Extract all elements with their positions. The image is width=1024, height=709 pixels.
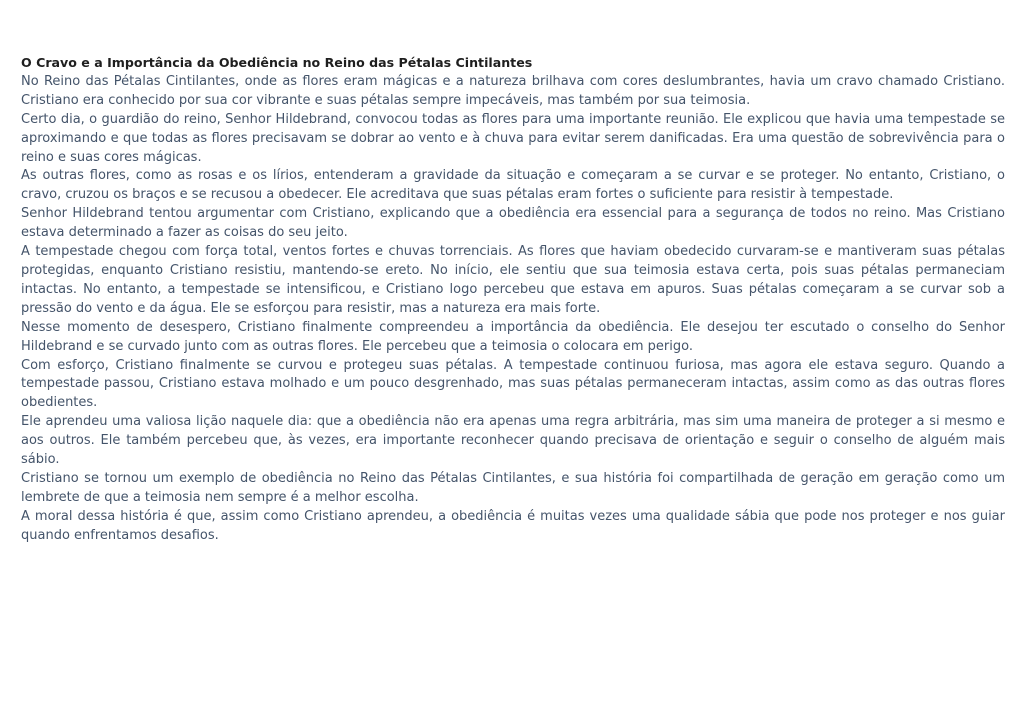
paragraph-9: Cristiano se tornou um exemplo de obediência no Reino das Pétalas Cintilantes, e sua história foi compartilhada de geração em geração como um lembrete de que a teimosia nem sempre é a melhor escolha. [21, 470, 1005, 505]
paragraph-8: Ele aprendeu uma valiosa lição naquele dia: que a obediência não era apenas uma regra arbitrária, mas sim uma maneira de proteger a si mesmo e aos outros. Ele também percebeu que, às vezes, era importante reconhecer quando precisava de orientação e seguir o conselho de alguém mais sábio. [21, 414, 1005, 468]
paragraph-7: Com esforço, Cristiano finalmente se curvou e protegeu suas pétalas. A tempestade continuou furiosa, mas agora ele estava seguro. Quando a tempestade passou, Cristiano estava molhado e um pouco desgrenhado, mas suas pétalas permaneceram intactas, assim como as das outras flores obedientes. [21, 357, 1005, 411]
document-body [21, 54, 1005, 546]
paragraph-10: A moral dessa história é que, assim como Cristiano aprendeu, a obediência é muitas vezes uma qualidade sábia que pode nos proteger e nos guiar quando enfrentamos desafios. [21, 508, 1005, 543]
paragraph-5: A tempestade chegou com força total, ventos fortes e chuvas torrenciais. As flores que haviam obedecido curvaram-se e mantiveram suas pétalas protegidas, enquanto Cristiano resistiu, mantendo-se ereto. No início, ele sentiu que sua teimosia estava certa, pois suas pétalas permaneciam intactas. No entanto, a tempestade se intensificou, e Cristiano logo percebeu que estava em apuros. Suas pétalas começaram a se curvar sob a pressão do vento e da água. Ele se esforçou para resistir, mas a natureza era mais forte. [21, 244, 1005, 316]
story-title: O Cravo e a Importância da Obediência no Reino das Pétalas Cintilantes [21, 55, 533, 70]
paragraph-4: Senhor Hildebrand tentou argumentar com Cristiano, explicando que a obediência era essencial para a segurança de todos no reino. Mas Cristiano estava determinado a fazer as coisas do seu jeito. [21, 206, 1005, 241]
paragraph-3: As outras flores, como as rosas e os lírios, entenderam a gravidade da situação e começaram a se curvar e se proteger. No entanto, Cristiano, o cravo, cruzou os braços e se recusou a obedecer. Ele acreditava que suas pétalas eram fortes o suficiente para resistir à tempestade. [21, 168, 1005, 203]
paragraph-1: No Reino das Pétalas Cintilantes, onde as flores eram mágicas e a natureza brilhava com cores deslumbrantes, havia um cravo chamado Cristiano. Cristiano era conhecido por sua cor vibrante e suas pétalas sempre impecáveis, mas também por sua teimosia. [21, 73, 1005, 108]
paragraph-6: Nesse momento de desespero, Cristiano finalmente compreendeu a importância da obediência. Ele desejou ter escutado o conselho do Senhor Hildebrand e se curvado junto com as outras flores. Ele percebeu que a teimosia o colocara em perigo. [21, 319, 1005, 354]
paragraph-2: Certo dia, o guardião do reino, Senhor Hildebrand, convocou todas as flores para uma importante reunião. Ele explicou que havia uma tempestade se aproximando e que todas as flores precisavam se dobrar ao vento e à chuva para evitar serem danificadas. Era uma questão de sobrevivência para o reino e suas cores mágicas. [21, 111, 1005, 165]
